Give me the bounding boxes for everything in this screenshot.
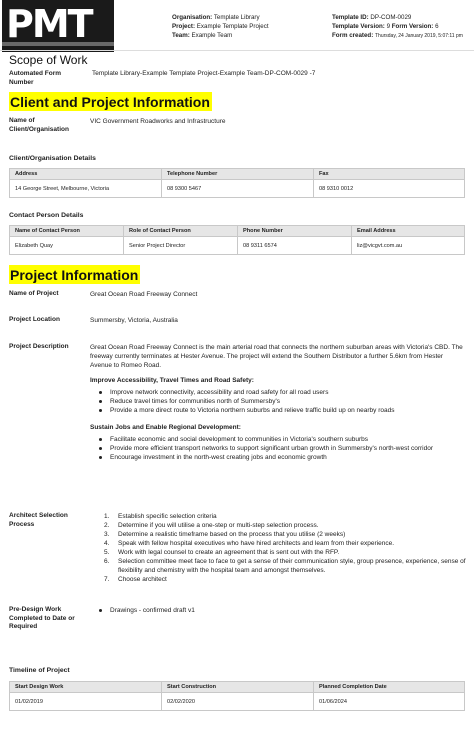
list-item: Provide a more direct route to Victoria northern suburbs and relieve traffic build up on nearby roads bbox=[110, 406, 466, 415]
goal-jobs-list bbox=[110, 435, 466, 462]
contact-role-cell: Senior Project Director bbox=[124, 237, 238, 255]
project-location-label: Project Location bbox=[9, 316, 60, 323]
column-header-phone: Phone Number bbox=[238, 226, 352, 237]
project-description-label: Project Description bbox=[9, 343, 69, 350]
client-project-heading: Client and Project Information bbox=[10, 94, 210, 110]
project-name-label: Name of Project bbox=[9, 290, 59, 297]
column-header-address: Address bbox=[10, 169, 162, 180]
column-header-contact-name: Name of Contact Person bbox=[10, 226, 124, 237]
logo-text: PMT bbox=[6, 2, 92, 46]
column-header-start-design: Start Design Work bbox=[10, 682, 162, 693]
header-left-meta bbox=[172, 13, 269, 40]
organisation-label: Organisation: bbox=[172, 14, 213, 21]
goal-accessibility-heading: Improve Accessibility, Travel Times and Road Safety: bbox=[90, 377, 254, 384]
template-version-label: Template Version: bbox=[332, 23, 385, 30]
telephone-cell: 08 9300 5467 bbox=[162, 180, 314, 198]
planned-completion-cell: 01/06/2024 bbox=[314, 693, 465, 711]
list-item: 6. Selection committee meet face to face to get a sense of their communication style, group presence, experience, sense of flexibility and chemistry with the hospital team and amongst themselves. bbox=[104, 558, 466, 574]
client-name-value: VIC Government Roadworks and Infrastructure bbox=[90, 118, 226, 125]
goal-accessibility-list bbox=[110, 388, 466, 415]
project-information-heading: Project Information bbox=[10, 267, 139, 283]
list-item: Encourage investment in the north-west creating jobs and economic growth bbox=[110, 453, 466, 462]
column-header-contact-role: Role of Contact Person bbox=[124, 226, 238, 237]
table-row bbox=[10, 693, 465, 711]
page-header bbox=[0, 0, 474, 50]
form-created-label: Form created: bbox=[332, 32, 374, 39]
list-item: Facilitate economic and social development to communities in Victoria's southern suburbs bbox=[110, 435, 466, 444]
contact-details-heading: Contact Person Details bbox=[9, 212, 84, 219]
fax-cell: 08 9310 0012 bbox=[314, 180, 465, 198]
list-item: 4. Speak with fellow hospital executives who have hired architects and learn from their experience. bbox=[104, 540, 395, 547]
list-item: 2. Determine if you will utilise a one-step or multi-step selection process. bbox=[104, 522, 319, 529]
timeline-heading: Timeline of Project bbox=[9, 667, 70, 674]
contact-email-cell: liz@vicgvt.com.au bbox=[352, 237, 465, 255]
contact-name-cell: Elizabeth Quay bbox=[10, 237, 124, 255]
automated-form-number-value: Template Library-Example Template Project-Example Team-DP-COM-0029 -7 bbox=[92, 70, 316, 77]
list-item: 5. Work with legal counsel to create an agreement that is sent out with the RFP. bbox=[104, 549, 340, 556]
predesign-work bbox=[90, 606, 466, 615]
list-item: Reduce travel times for communities north of Summersby's bbox=[110, 397, 466, 406]
team-value: Example Team bbox=[191, 32, 233, 39]
column-header-fax: Fax bbox=[314, 169, 465, 180]
logo-decoration bbox=[2, 42, 114, 46]
list-item: Improve network connectivity, accessibility and road safety for all road users bbox=[110, 388, 466, 397]
architect-selection-steps bbox=[90, 512, 466, 584]
architect-steps-list bbox=[104, 512, 466, 584]
form-created-value: Thursday, 24 January 2019, 5:07:11 pm bbox=[375, 33, 463, 39]
automated-form-number-label: Automated Form Number bbox=[9, 70, 61, 86]
form-version-label: Form Version: bbox=[391, 23, 434, 30]
timeline-table bbox=[9, 681, 465, 711]
client-name-label: Name of Client/Organisation bbox=[9, 117, 69, 133]
predesign-work-label: Pre-Design Work Completed to Date or Required bbox=[9, 606, 75, 630]
header-divider bbox=[0, 50, 474, 51]
goal-jobs-heading: Sustain Jobs and Enable Regional Development: bbox=[90, 424, 241, 431]
company-logo bbox=[2, 0, 114, 52]
project-name-value: Great Ocean Road Freeway Connect bbox=[90, 291, 198, 298]
template-id-value: DP-COM-0029 bbox=[370, 14, 412, 21]
client-details-table bbox=[9, 168, 465, 198]
project-label: Project: bbox=[172, 23, 196, 30]
column-header-planned-completion: Planned Completion Date bbox=[314, 682, 465, 693]
table-row bbox=[10, 237, 465, 255]
template-id-label: Template ID: bbox=[332, 14, 369, 21]
template-version-value: 9 bbox=[386, 23, 391, 30]
project-location-value: Summersby, Victoria, Australia bbox=[90, 317, 178, 324]
start-design-cell: 01/02/2019 bbox=[10, 693, 162, 711]
list-item: Provide more efficient transport networks to support significant urban growth in Summersby's north-west corridor bbox=[110, 444, 466, 453]
table-row bbox=[10, 180, 465, 198]
list-item: Drawings - confirmed draft v1 bbox=[110, 606, 466, 615]
project-description bbox=[90, 343, 466, 462]
column-header-telephone: Telephone Number bbox=[162, 169, 314, 180]
team-label: Team: bbox=[172, 32, 190, 39]
predesign-list bbox=[110, 606, 466, 615]
project-value: Example Template Project bbox=[196, 23, 269, 30]
list-item: 1. Establish specific selection criteria bbox=[104, 513, 217, 520]
header-right-meta bbox=[332, 13, 472, 41]
client-details-heading: Client/Organisation Details bbox=[9, 155, 96, 162]
description-intro: Great Ocean Road Freeway Connect is the main arterial road that connects the northern suburban areas with Victoria's CBD. The freeway currently terminates at Hester Avenue. The project will extend the Southern Distributor a further 5.6km from Hester Avenue to Romeo Road. bbox=[90, 344, 463, 369]
list-item: 7. Choose architect bbox=[104, 576, 167, 583]
contact-phone-cell: 08 9311 6574 bbox=[238, 237, 352, 255]
start-construction-cell: 02/02/2020 bbox=[162, 693, 314, 711]
contact-details-table bbox=[9, 225, 465, 255]
column-header-start-construction: Start Construction bbox=[162, 682, 314, 693]
address-cell: 14 George Street, Melbourne, Victoria bbox=[10, 180, 162, 198]
list-item: 3. Determine a realistic timeframe based on the process that you utilise (2 weeks) bbox=[104, 531, 346, 538]
column-header-email: Email Address bbox=[352, 226, 465, 237]
architect-selection-label: Architect Selection Process bbox=[9, 512, 68, 528]
page-title: Scope of Work bbox=[9, 53, 88, 67]
form-version-value: 6 bbox=[435, 23, 439, 30]
organisation-value: Template Library bbox=[213, 14, 260, 21]
